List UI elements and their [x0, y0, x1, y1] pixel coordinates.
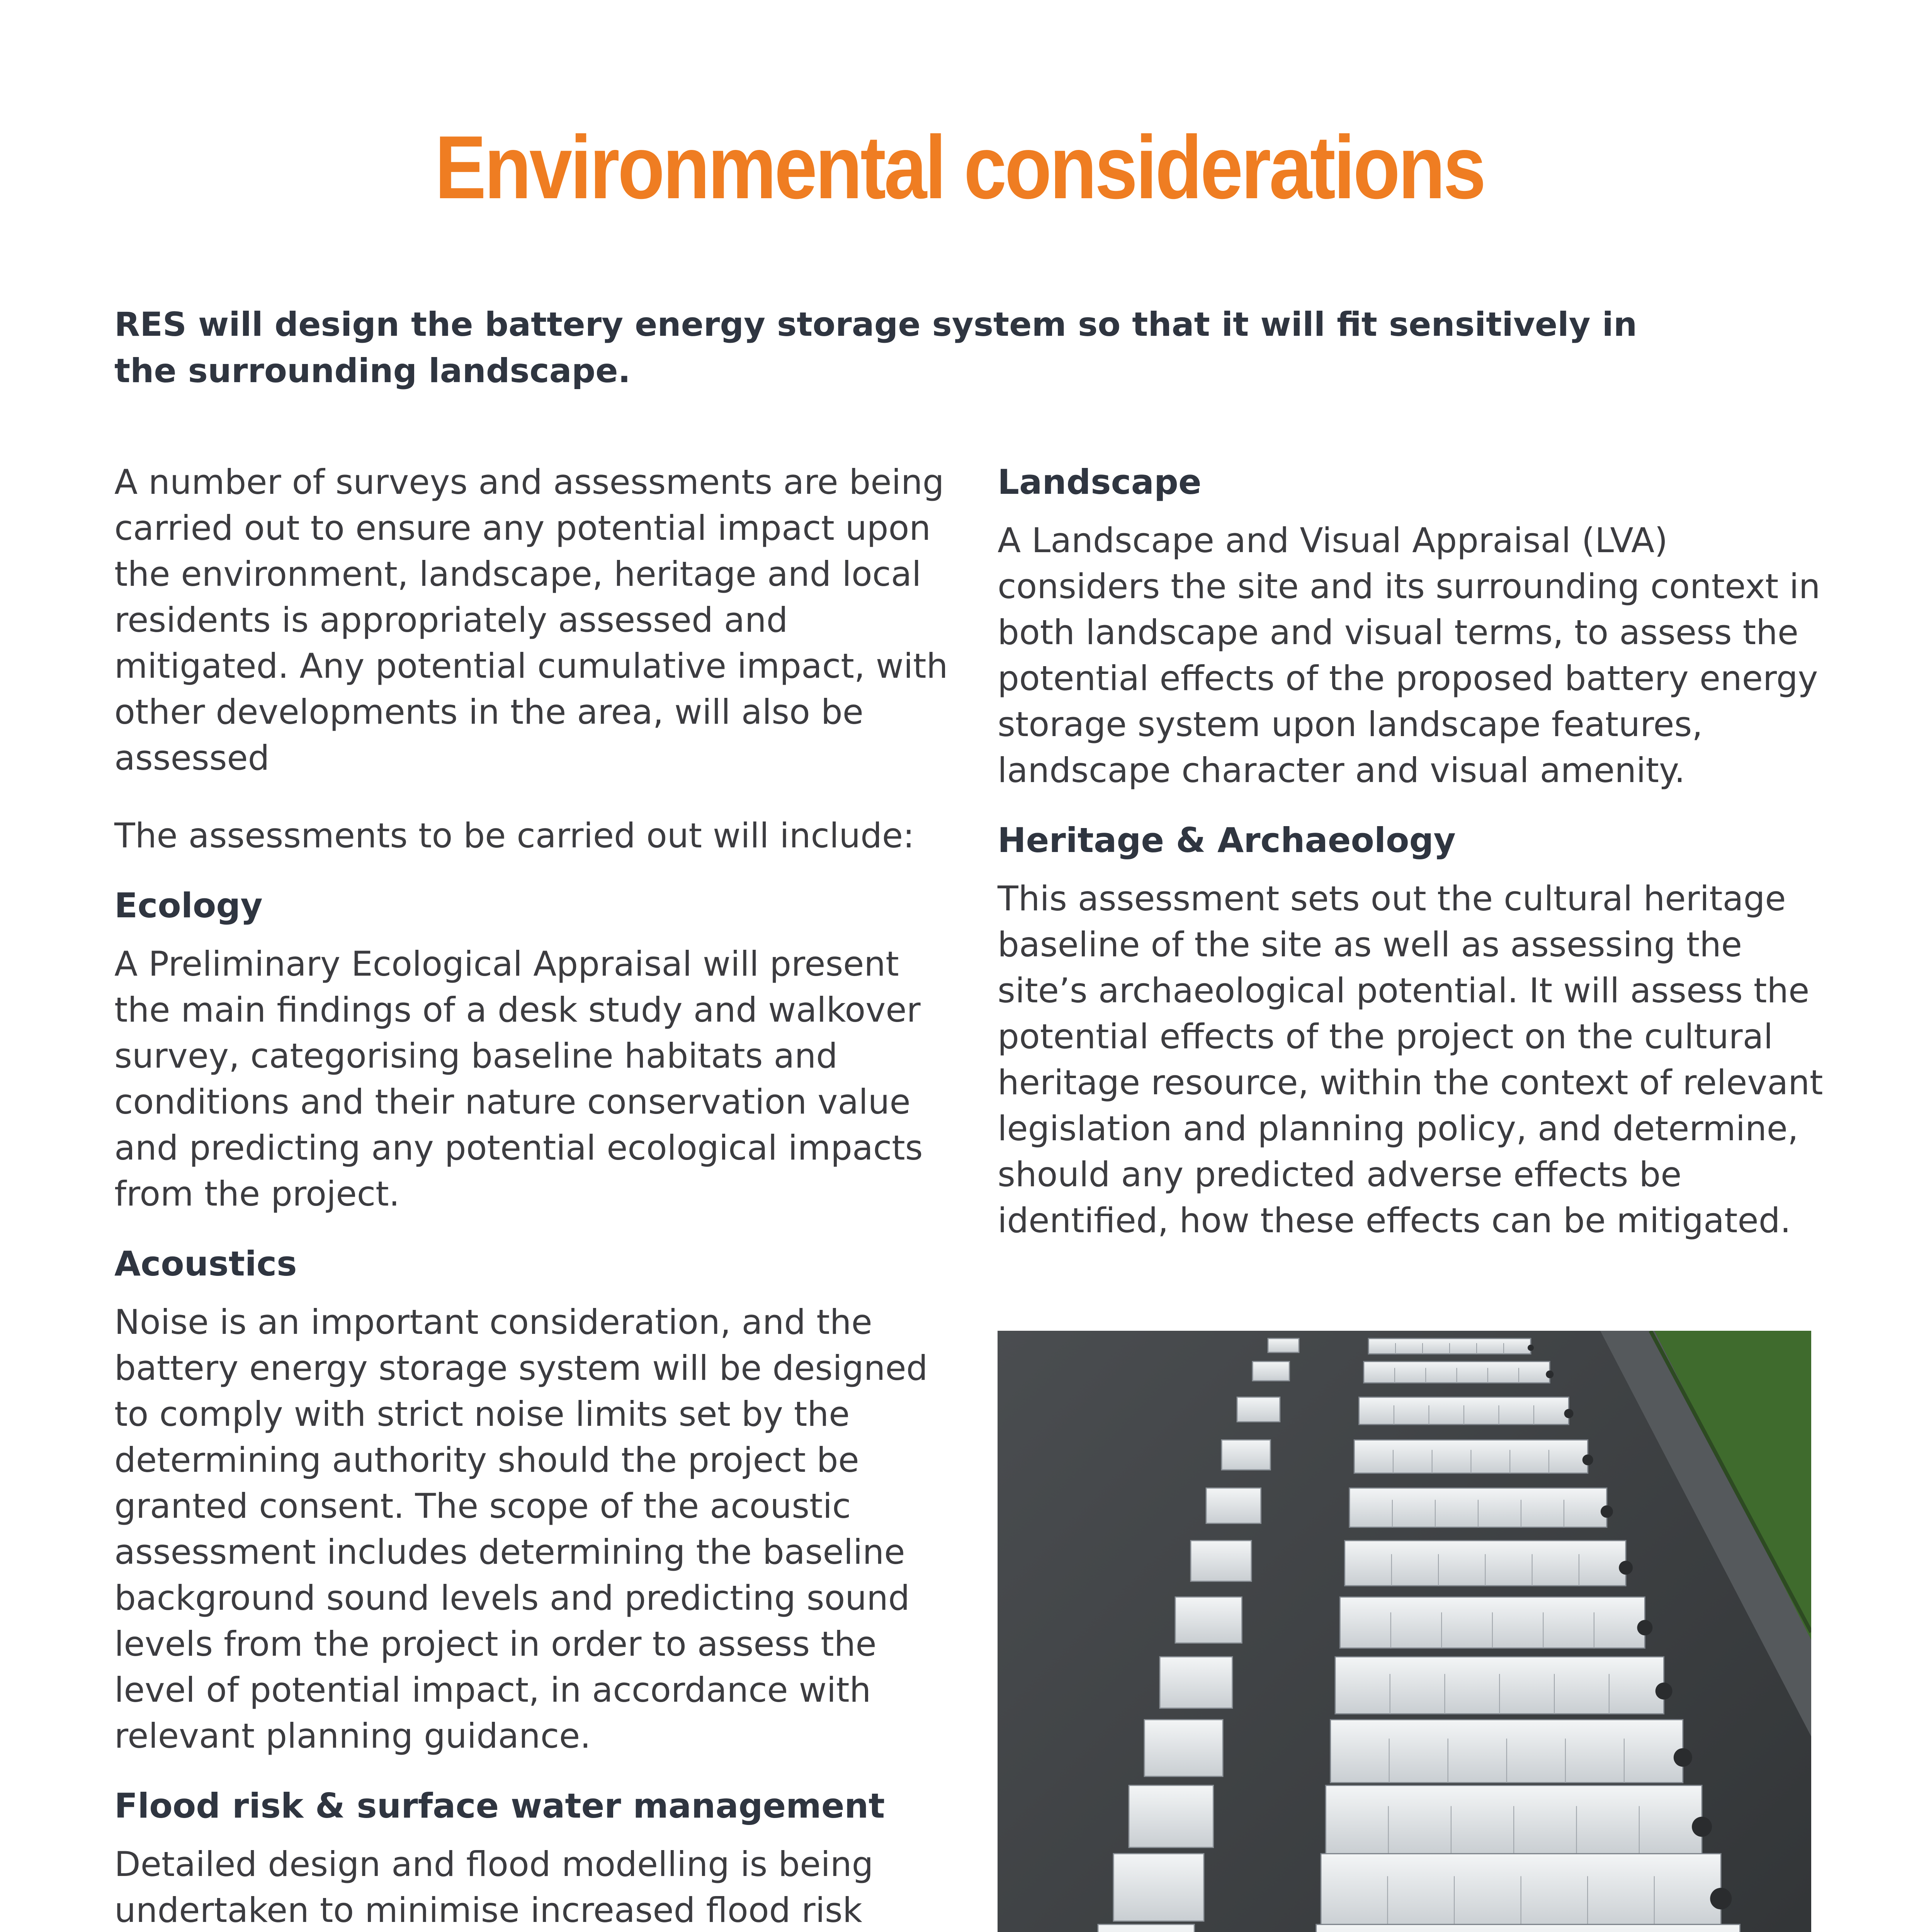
battery-storage-photo: [998, 1331, 1811, 1932]
assessments-lead-paragraph: The assessments to be carried out will include:: [114, 816, 914, 855]
ecology-heading: Ecology: [114, 886, 263, 925]
page-title: Environmental considerations: [435, 117, 1484, 218]
flood-text: Detailed design and flood modelling is being undertaken to minimise increased flood risk: [114, 1844, 874, 1930]
heritage-text: This assessment sets out the cultural heritage baseline of the site as well as assessing the site’s archaeological potential. It will assess the potential effects of the project on the cultural heritage resource, within the context of relevant legislation and planning policy, and determine, should any predicted adverse effects be identified, how these effects can be mitigated.: [998, 879, 1823, 1240]
landscape-heading: Landscape: [998, 462, 1202, 502]
intro-paragraph: RES will design the battery energy storage system so that it will fit sensitively in the surrounding landscape.: [114, 305, 1637, 390]
landscape-text: A Landscape and Visual Appraisal (LVA) considers the site and its surrounding context in both landscape and visual terms, to assess the potential effects of the proposed battery energy storage system upon landscape features, landscape character and visual amenity.: [998, 520, 1820, 790]
overview-paragraph: A number of surveys and assessments are being carried out to ensure any potential impact upon the environment, landscape, heritage and local residents is appropriately assessed and mitigated. Any potential cumulative impact, with other developments in the area, will also be assessed: [114, 462, 948, 778]
ecology-text: A Preliminary Ecological Appraisal will present the main findings of a desk study and walkover survey, categorising baseline habitats and conditions and their nature conservation value and predicting any potential ecological impacts from the project.: [114, 944, 923, 1214]
left-column: [114, 459, 949, 1932]
acoustics-heading: Acoustics: [114, 1244, 297, 1284]
heritage-heading: Heritage & Archaeology: [998, 820, 1456, 860]
right-column: [998, 459, 1832, 1243]
acoustics-text: Noise is an important consideration, and the battery energy storage system will be designed to comply with strict noise limits set by the determining authority should the project be granted consent. The scope of the acoustic assessment includes determining the baseline background sound levels and predicting sound levels from the project in order to assess the level of potential impact, in accordance with relevant planning guidance.: [114, 1302, 928, 1756]
flood-heading: Flood risk & surface water management: [114, 1786, 885, 1826]
